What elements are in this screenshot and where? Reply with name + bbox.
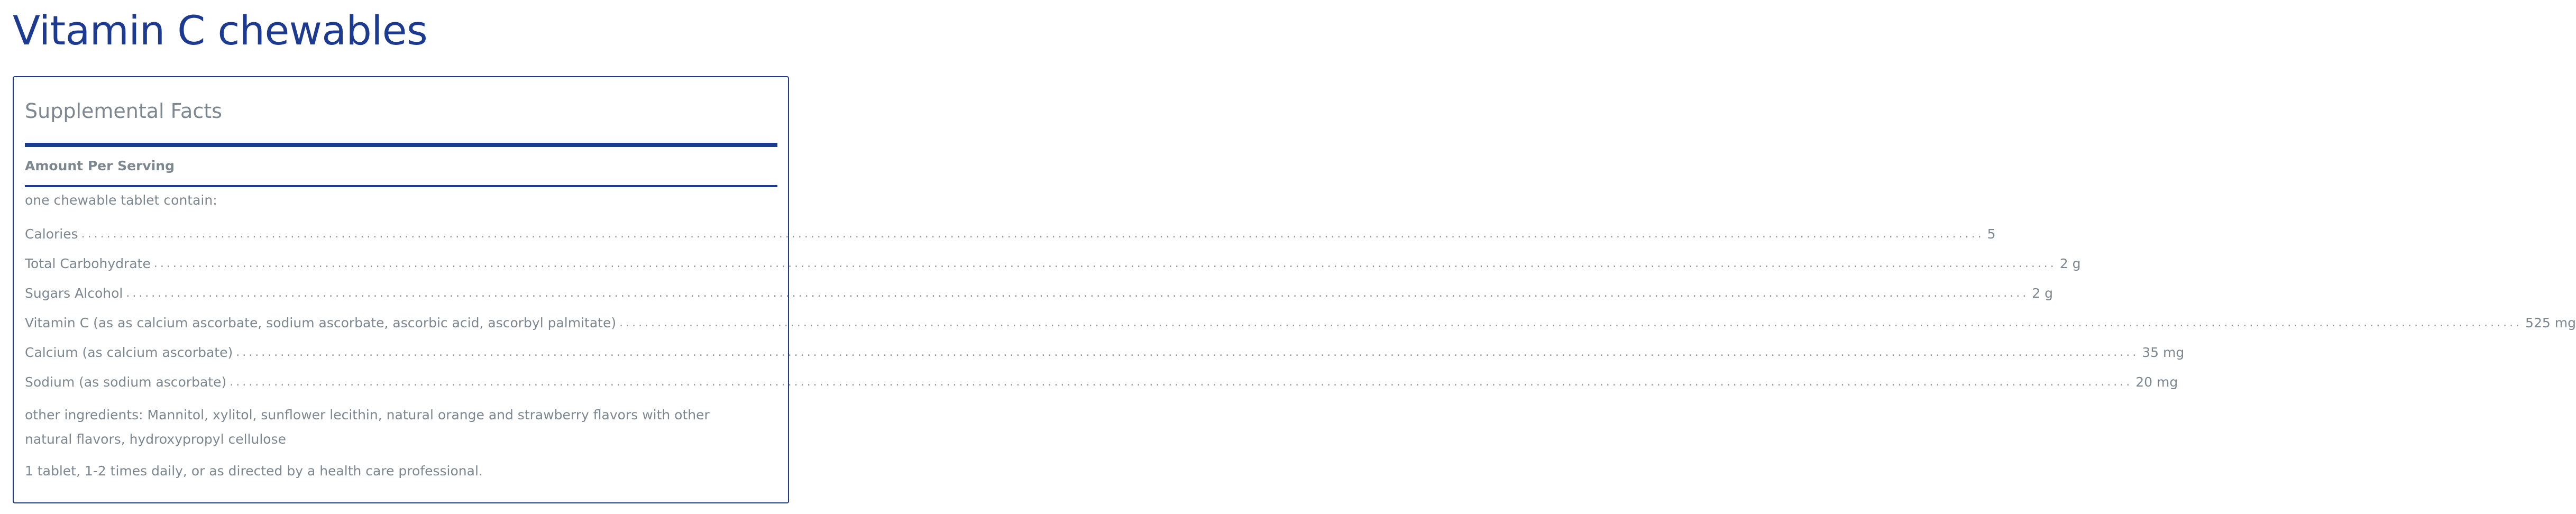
nutrient-name: Vitamin C (as as calcium ascorbate, sodium ascorbate, ascorbic acid, ascorbyl palmitate) [25,315,617,331]
nutrient-row-vitamin-c [25,314,2576,344]
supplement-facts-panel [13,76,2576,503]
nutrient-amount: 20 mg [2135,374,2178,390]
nutrient-list [25,225,2576,403]
nutrient-row-calories [25,225,1996,255]
dot-leader: ............................................................................................................................................................................................................................................................................................................ [153,257,2057,270]
dot-leader: ............................................................................................................................................................................................................................................................................................................ [126,287,2029,300]
nutrient-amount: 5 [1987,226,1996,242]
nutrient-amount: 525 mg [2525,315,2576,331]
nutrient-name: Sodium (as sodium ascorbate) [25,374,227,390]
dot-leader: ............................................................................................................................................................................................................................................................................................................ [619,316,2523,329]
nutrient-row-total-carbohydrate [25,255,2081,284]
directions-text: 1 tablet, 1-2 times daily, or as directed by a health care professional. [25,463,483,479]
other-ingredients: other ingredients: Mannitol, xylitol, sunflower lecithin, natural orange and strawberry flavors with other natural flavors, hydroxypropyl cellulose [25,407,710,447]
dot-leader: ............................................................................................................................................................................................................................................................................................................ [230,375,2133,389]
nutrient-amount: 2 g [2032,286,2054,301]
nutrient-amount: 2 g [2059,256,2081,271]
dot-leader: ............................................................................................................................................................................................................................................................................................................ [236,346,2139,359]
nutrient-name: Calcium (as calcium ascorbate) [25,345,233,360]
nutrient-name: Sugars Alcohol [25,286,123,301]
dot-leader: ............................................................................................................................................................................................................................................................................................................ [81,227,1984,241]
supplement-facts-heading: Supplemental Facts [25,99,222,123]
page-title: Vitamin C chewables [13,7,428,54]
nutrient-row-calcium [25,344,2185,373]
amount-per-serving-label: Amount Per Serving [25,158,175,173]
nutrient-name: Total Carbohydrate [25,256,151,271]
nutrient-row-sugars-alcohol [25,284,2054,314]
heading-divider [25,143,777,147]
serving-size-note: one chewable tablet contain: [25,192,217,208]
serving-divider [25,185,777,187]
nutrient-row-sodium [25,373,2178,403]
nutrient-name: Calories [25,226,78,242]
nutrient-amount: 35 mg [2142,345,2185,360]
